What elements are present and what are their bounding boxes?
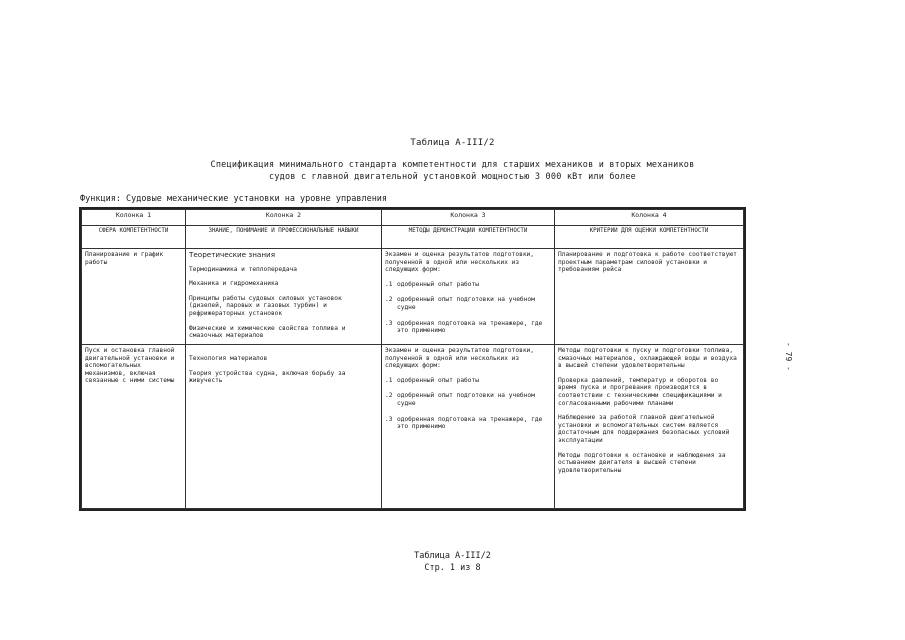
method-option xyxy=(385,416,551,431)
methods-intro: Экзамен и оценка результатов подготовки, полученной в одной или нескольких из следующих форм: xyxy=(385,251,535,274)
column-header-knowledge: ЗНАНИЕ, ПОНИМАНИЕ И ПРОФЕССИОНАЛЬНЫЕ НАВЫКИ xyxy=(186,226,382,249)
function-label: Функция: Судовые механические установки на уровне управления xyxy=(80,194,388,204)
method-option xyxy=(385,392,551,407)
knowledge-item: Термодинамика и теплопередача xyxy=(189,265,298,273)
side-page-number: - 79 - xyxy=(784,342,793,371)
subtitle-line-2: судов с главной двигательной установкой мощностью 3 000 кВт или более xyxy=(269,172,636,182)
sphere-cell xyxy=(82,345,186,509)
column-number-1: Колонка 1 xyxy=(82,210,186,226)
criteria-item: Проверка давлений, температур и оборотов во время пуска и прогревания производится в соответствии с техническими спецификациями и согласованными рабочими планами xyxy=(558,376,722,407)
knowledge-cell xyxy=(186,345,382,509)
method-text: одобренный опыт подготовки на учебном судне xyxy=(397,392,535,407)
method-text: одобренный опыт работы xyxy=(397,376,479,384)
method-number: .2 xyxy=(385,392,393,400)
method-number: .3 xyxy=(385,319,393,327)
sphere-cell xyxy=(82,249,186,345)
column-number-row xyxy=(82,210,744,226)
method-text: одобренная подготовка на тренажере, где это применимо xyxy=(397,415,543,431)
column-number-3: Колонка 3 xyxy=(382,210,555,226)
table-title: Таблица А-III/2 xyxy=(410,138,495,148)
column-number-4: Колонка 4 xyxy=(555,210,744,226)
subtitle-line-1: Спецификация минимального стандарта компетентности для старших механиков и вторых механиков xyxy=(210,160,695,170)
knowledge-item: Теория устройства судна, включая борьбу за живучесть xyxy=(189,369,346,385)
table-row xyxy=(82,345,744,509)
method-option xyxy=(385,281,551,289)
method-option xyxy=(385,296,551,311)
method-number: .2 xyxy=(385,296,393,304)
methods-intro: Экзамен и оценка результатов подготовки, полученной в одной или нескольких из следующих форм: xyxy=(385,347,535,370)
knowledge-item: Принципы работы судовых силовых установок (дизелей, паровых и газовых турбин) и рефрижераторных установок xyxy=(189,294,342,317)
criteria-text: Планирование и подготовка к работе соответствуют проектным параметрам силовой установки и требованиям рейса xyxy=(558,251,737,274)
sphere-text: Планирование и график работы xyxy=(85,251,164,266)
criteria-item: Методы подготовки к пуску и подготовки топлива, смазочных материалов, охлаждающей воды и воздуха в высшей степени удовлетворительны xyxy=(558,347,737,370)
method-text: одобренная подготовка на тренажере, где это применимо xyxy=(397,319,543,335)
competence-table xyxy=(79,207,746,511)
column-header-row xyxy=(82,226,744,249)
knowledge-cell xyxy=(186,249,382,345)
column-header-sphere: СФЕРА КОМПЕТЕНТНОСТИ xyxy=(82,226,186,249)
criteria-cell xyxy=(555,249,744,345)
column-header-methods: МЕТОДЫ ДЕМОНСТРАЦИИ КОМПЕТЕНТНОСТИ xyxy=(382,226,555,249)
criteria-item: Наблюдение за работой главной двигательной установки и вспомогательных систем является достаточным для поддержания безопасных условий эксплуатации xyxy=(558,414,730,444)
criteria-item: Методы подготовки к остановке и наблюдения за остыванием двигателя в высшей степени удовлетворительны xyxy=(558,451,726,474)
methods-cell xyxy=(382,345,555,509)
column-number-2: Колонка 2 xyxy=(186,210,382,226)
criteria-cell xyxy=(555,345,744,509)
method-text: одобренный опыт работы xyxy=(397,280,479,288)
method-option xyxy=(385,377,551,385)
knowledge-item: Технология материалов xyxy=(189,355,268,362)
table-row xyxy=(82,249,744,345)
method-option xyxy=(385,320,551,335)
sphere-text: Пуск и остановка главной двигательной установки и вспомогательных механизмов, включая связанные с ними системы xyxy=(85,347,175,385)
knowledge-heading: Теоретические знания xyxy=(189,250,276,259)
method-number: .3 xyxy=(385,415,393,423)
knowledge-item: Механика и гидромеханика xyxy=(189,280,279,288)
footer-table-ref: Таблица А-III/2 xyxy=(414,551,491,561)
footer-page-count: Стр. 1 из 8 xyxy=(424,563,481,573)
column-header-criteria: КРИТЕРИИ ДЛЯ ОЦЕНКИ КОМПЕТЕНТНОСТИ xyxy=(555,226,744,249)
method-number: .1 xyxy=(385,280,393,288)
knowledge-item: Физические и химические свойства топлива и смазочных материалов xyxy=(189,324,346,340)
method-text: одобренный опыт подготовки на учебном судне xyxy=(397,296,535,311)
methods-cell xyxy=(382,249,555,345)
method-number: .1 xyxy=(385,376,393,384)
